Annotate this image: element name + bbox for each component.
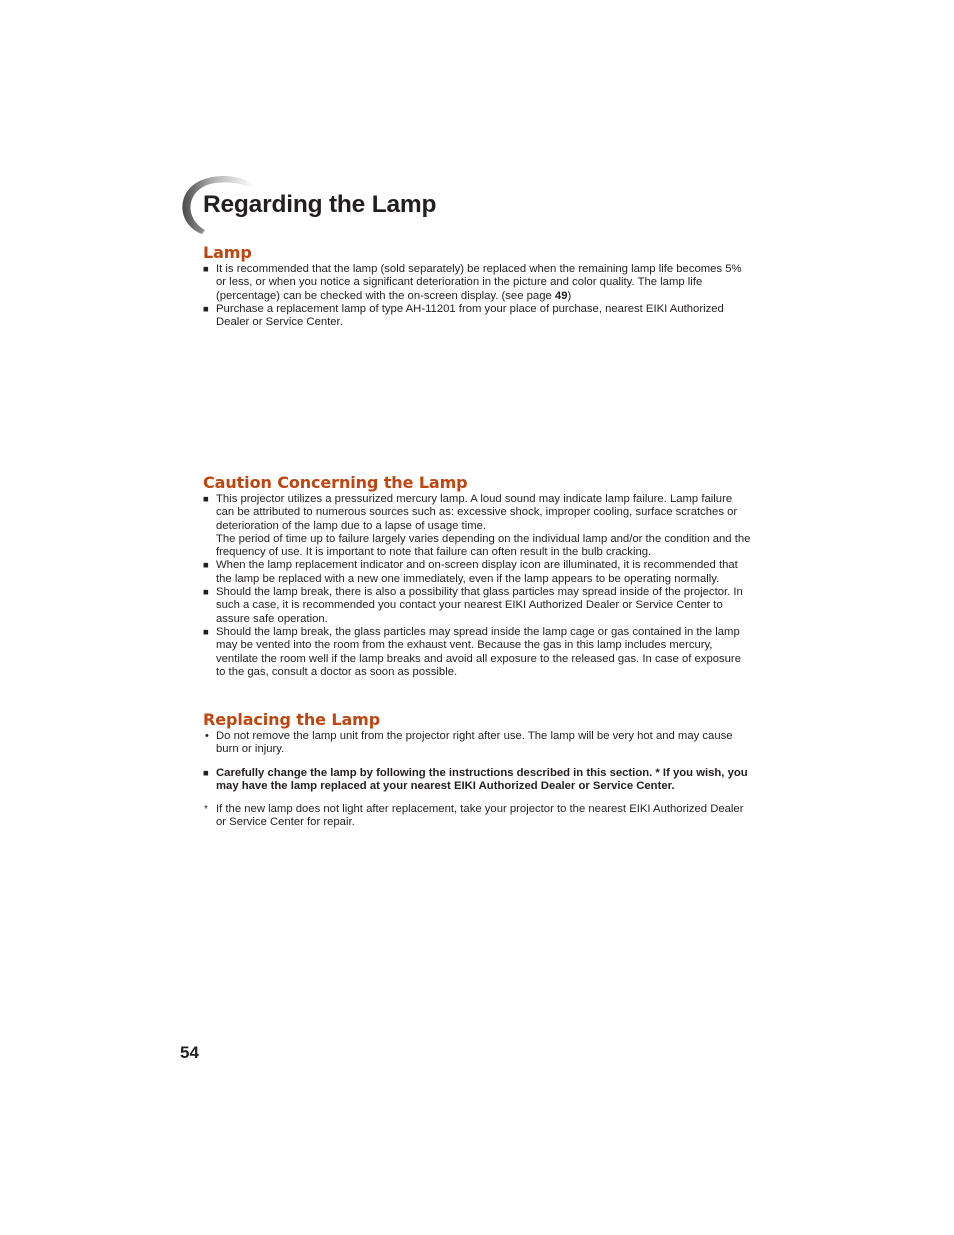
list-item	[203, 586, 751, 626]
page-reference: 49	[554, 289, 568, 302]
asterisk-icon: *	[204, 804, 208, 816]
square-bullet-icon: ■	[203, 626, 209, 638]
dot-bullet-icon: •	[205, 730, 209, 742]
section-heading-caution: Caution Concerning the Lamp	[203, 473, 468, 492]
square-bullet-icon: ■	[203, 587, 209, 599]
list-item	[203, 626, 751, 679]
spacer	[203, 757, 751, 767]
section-heading-lamp: Lamp	[203, 243, 252, 262]
list-item-text: Purchase a replacement lamp of type AH-11201 from your place of purchase, nearest EIKI Authorized Dealer or Service Center.	[216, 302, 724, 329]
section-heading-replacing: Replacing the Lamp	[203, 710, 381, 729]
section-lamp	[203, 243, 751, 329]
list-item	[203, 493, 751, 559]
square-bullet-icon: ■	[203, 767, 209, 779]
text-segment: )	[567, 289, 572, 302]
spacer	[203, 793, 751, 803]
list-item-text: Do not remove the lamp unit from the projector right after use. The lamp will be very hot and may cause burn or injury.	[216, 730, 733, 756]
list-item-text: Should the lamp break, there is also a possibility that glass particles may spread inside of the projector. In such a case, it is recommended you contact your nearest EIKI Authorized Dealer or Service Center to assure safe operation.	[216, 586, 743, 625]
square-bullet-icon: ■	[203, 494, 209, 505]
square-bullet-icon: ■	[203, 303, 209, 315]
list-item-text	[216, 263, 751, 303]
list-item	[203, 730, 751, 757]
list-item-text: Carefully change the lamp by following the instructions described in this section. * If you wish, you may have the lamp replaced at your nearest EIKI Authorized Dealer or Service Center.	[216, 766, 748, 792]
list-item-footnote	[203, 803, 751, 830]
list-item-important	[203, 767, 751, 794]
square-bullet-icon: ■	[203, 560, 209, 572]
list-item-text: This projector utilizes a pressurized mercury lamp. A loud sound may indicate lamp failure. Lamp failure can be attributed to numerous sources such as: excessive shock, improper cooling, surface scratches or deterioration of the lamp due to a lapse of usage time.	[216, 493, 738, 532]
page-number: 54	[180, 1043, 199, 1062]
lamp-list	[203, 263, 751, 329]
list-item	[203, 263, 751, 303]
list-item-text: Should the lamp break, the glass particles may spread inside the lamp cage or gas contained in the lamp may be vented into the room from the exhaust vent. Because the gas in this lamp includes mercury, ventilate the room well if the lamp breaks and avoid all exposure to the released gas. In case of exposure to the gas, consult a doctor as soon as possible.	[216, 625, 741, 678]
page-title: Regarding the Lamp	[203, 191, 437, 218]
list-item	[203, 559, 751, 586]
list-item-text-continued: The period of time up to failure largely varies depending on the individual lamp and/or the condition and the frequency of use. It is important to note that failure can often result in the bulb cracking.	[216, 532, 751, 559]
section-replacing	[203, 710, 751, 830]
caution-list	[203, 493, 751, 679]
list-item-text: If the new lamp does not light after replacement, take your projector to the nearest EIKI Authorized Dealer or Service Center for repair.	[216, 803, 744, 829]
square-bullet-icon: ■	[203, 264, 209, 275]
replacing-list	[203, 730, 751, 830]
section-caution	[203, 473, 751, 679]
list-item	[203, 303, 751, 330]
text-segment: It is recommended that the lamp (sold separately) be replaced when the remaining lamp life becomes 5% or less, or when you notice a significant deterioration in the picture and color quality. The lamp life (percentage) can be checked with the on-screen display. (see page	[216, 263, 742, 302]
list-item-text: When the lamp replacement indicator and on-screen display icon are illuminated, it is recommended that the lamp be replaced with a new one immediately, even if the lamp appears to be operating normally.	[216, 559, 738, 585]
